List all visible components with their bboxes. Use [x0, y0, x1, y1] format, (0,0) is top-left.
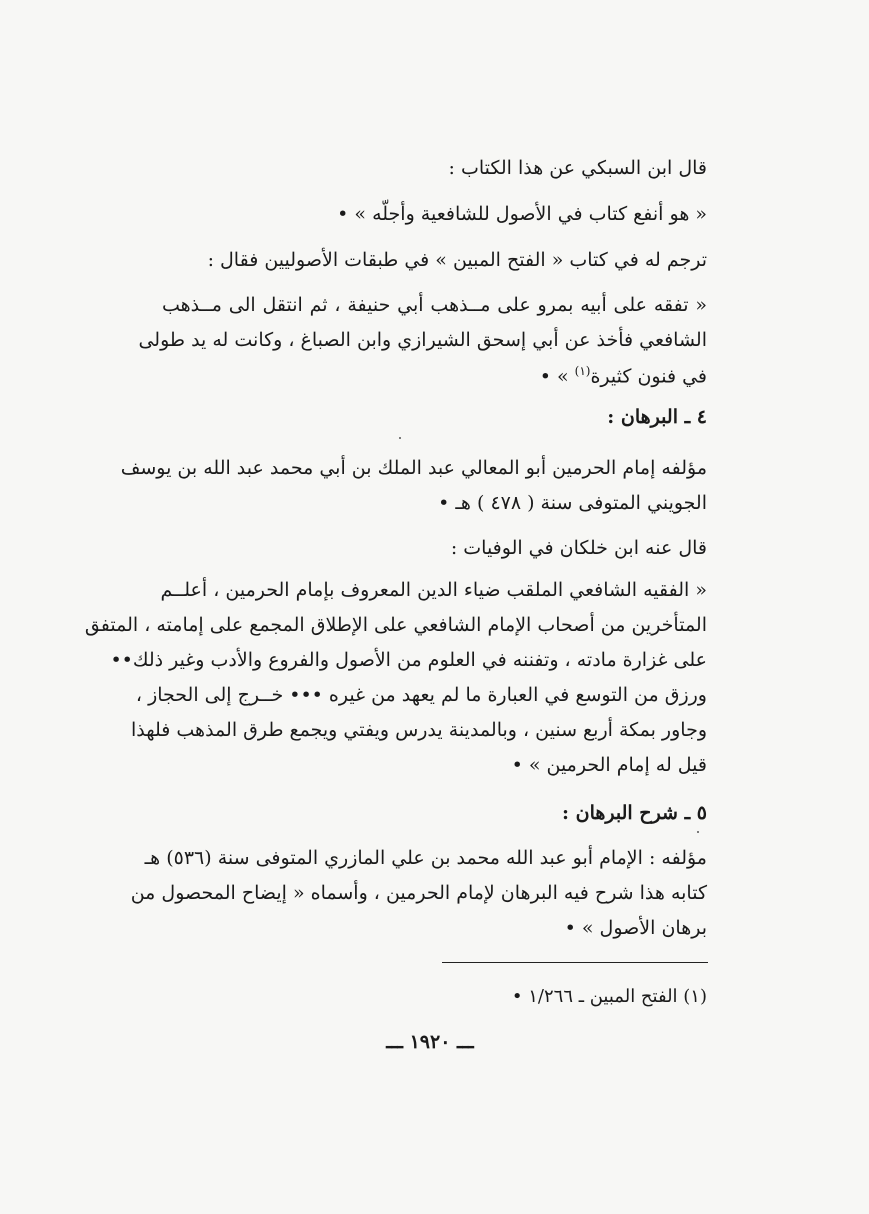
quote-line: « تفقه على أبيه بمرو على مــذهب أبي حنيفة ، ثم انتقل الى مــذهب [162, 294, 707, 316]
quote-line: قيل له إمام الحرمين » • [511, 754, 707, 776]
quote-text: في فنون كثيرة [590, 365, 707, 388]
quote-line-with-footnote [162, 365, 707, 387]
quote-line: على غزارة مادته ، وتفننه في العلوم من الأصول والفروع والأدب وغير ذلك•• [110, 649, 707, 671]
footnote-ref: (١) [574, 364, 591, 378]
text-line: برهان الأصول » • [564, 917, 707, 939]
quote-line: المتأخرين من أصحاب الإمام الشافعي على الإطلاق المجمع على إمامته ، المتفق [84, 614, 707, 636]
quote-line: « هو أنفع كتاب في الأصول للشافعية وأجلّه » • [337, 203, 707, 225]
page-number: ـــ ١٩٢٠ ـــ [386, 1031, 474, 1053]
footnote: (١) الفتح المبين ـ ١/٢٦٦ • [511, 986, 707, 1007]
text-line: ترجم له في كتاب « الفتح المبين » في طبقات الأصوليين فقال : [207, 249, 707, 271]
text-line: مؤلفه : الإمام أبو عبد الله محمد بن علي المازري المتوفى سنة (٥٣٦) هـ [144, 847, 707, 869]
text-line: الجويني المتوفى سنة ( ٤٧٨ ) هـ • [438, 492, 707, 514]
quote-line: الشافعي فأخذ عن أبي إسحق الشيرازي وابن الصباغ ، وكانت له يد طولى [138, 329, 707, 351]
text-line: قال عنه ابن خلكان في الوفيات : [450, 537, 707, 559]
quote-line: ورزق من التوسع في العبارة ما لم يعهد من غيره ••• خــرج إلى الحجاز ، [135, 684, 707, 706]
text-line: مؤلفه إمام الحرمين أبو المعالي عبد الملك بن أبي محمد عبد الله بن يوسف [120, 457, 707, 479]
section-heading-5: ٥ ـ شرح البرهان : [562, 802, 707, 824]
section-heading-4: ٤ ـ البرهان : [607, 406, 707, 428]
scan-speck [399, 437, 401, 439]
scan-speck [697, 831, 699, 833]
text-line: قال ابن السبكي عن هذا الكتاب : [448, 157, 707, 179]
quote-line: وجاور بمكة أربع سنين ، وبالمدينة يدرس ويفتي ويجمع طرق المذهب فلهذا [130, 719, 707, 741]
quote-end: » • [539, 365, 575, 388]
footnote-divider [442, 962, 708, 963]
quote-line: « الفقيه الشافعي الملقب ضياء الدين المعروف بإمام الحرمين ، أعلــم [160, 579, 707, 601]
text-line: كتابه هذا شرح فيه البرهان لإمام الحرمين ، وأسماه « إيضاح المحصول من [130, 882, 707, 904]
